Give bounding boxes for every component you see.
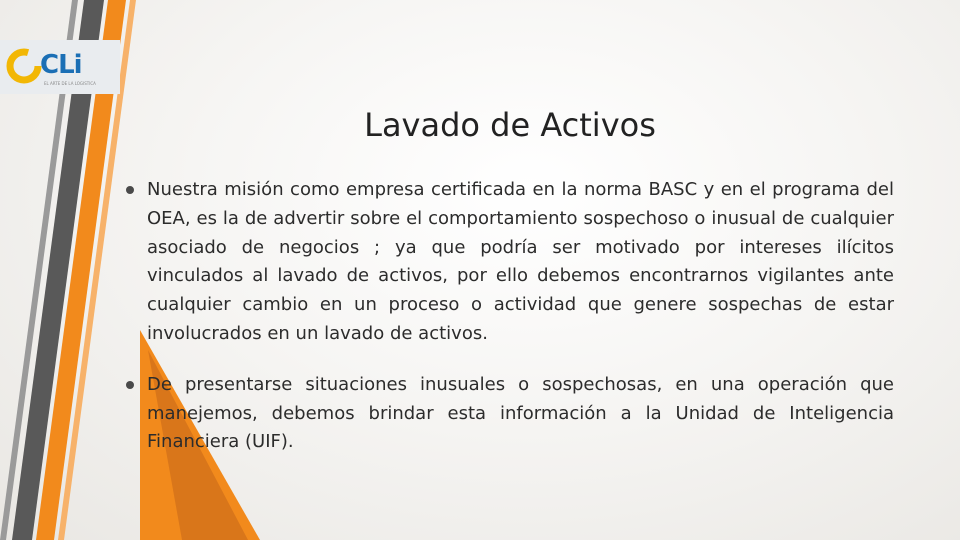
bullet-dot-icon: [126, 381, 134, 389]
bullet-list: [124, 176, 894, 479]
bullet-item: [124, 176, 894, 349]
bullet-text: Nuestra misión como empresa certificada en la norma BASC y en el programa del OEA, es la de advertir sobre el comportamiento sospechoso o inusual de cualquier asociado de negocios ; ya que podría ser motivado por intereses ilícitos vinculados al lavado de activos, por ello debemos encontrarnos vigilantes ante cualquier cambio en un proceso o actividad que genere sospechas de estar involucrados en un lavado de activos.: [147, 179, 894, 344]
company-logo: [0, 40, 120, 94]
logo-tagline: EL ARTE DE LA LOGISTICA: [44, 81, 96, 86]
bullet-dot-icon: [126, 186, 134, 194]
bullet-text: De presentarse situaciones inusuales o sospechosas, en una operación que manejemos, debemos brindar esta información a la Unidad de Inteligencia Financiera (UIF).: [147, 373, 894, 453]
logo-wordmark: CLi: [40, 50, 82, 80]
logo-ring-icon: [2, 40, 42, 94]
bullet-item: [124, 371, 894, 457]
slide-title: Lavado de Activos: [364, 106, 656, 144]
